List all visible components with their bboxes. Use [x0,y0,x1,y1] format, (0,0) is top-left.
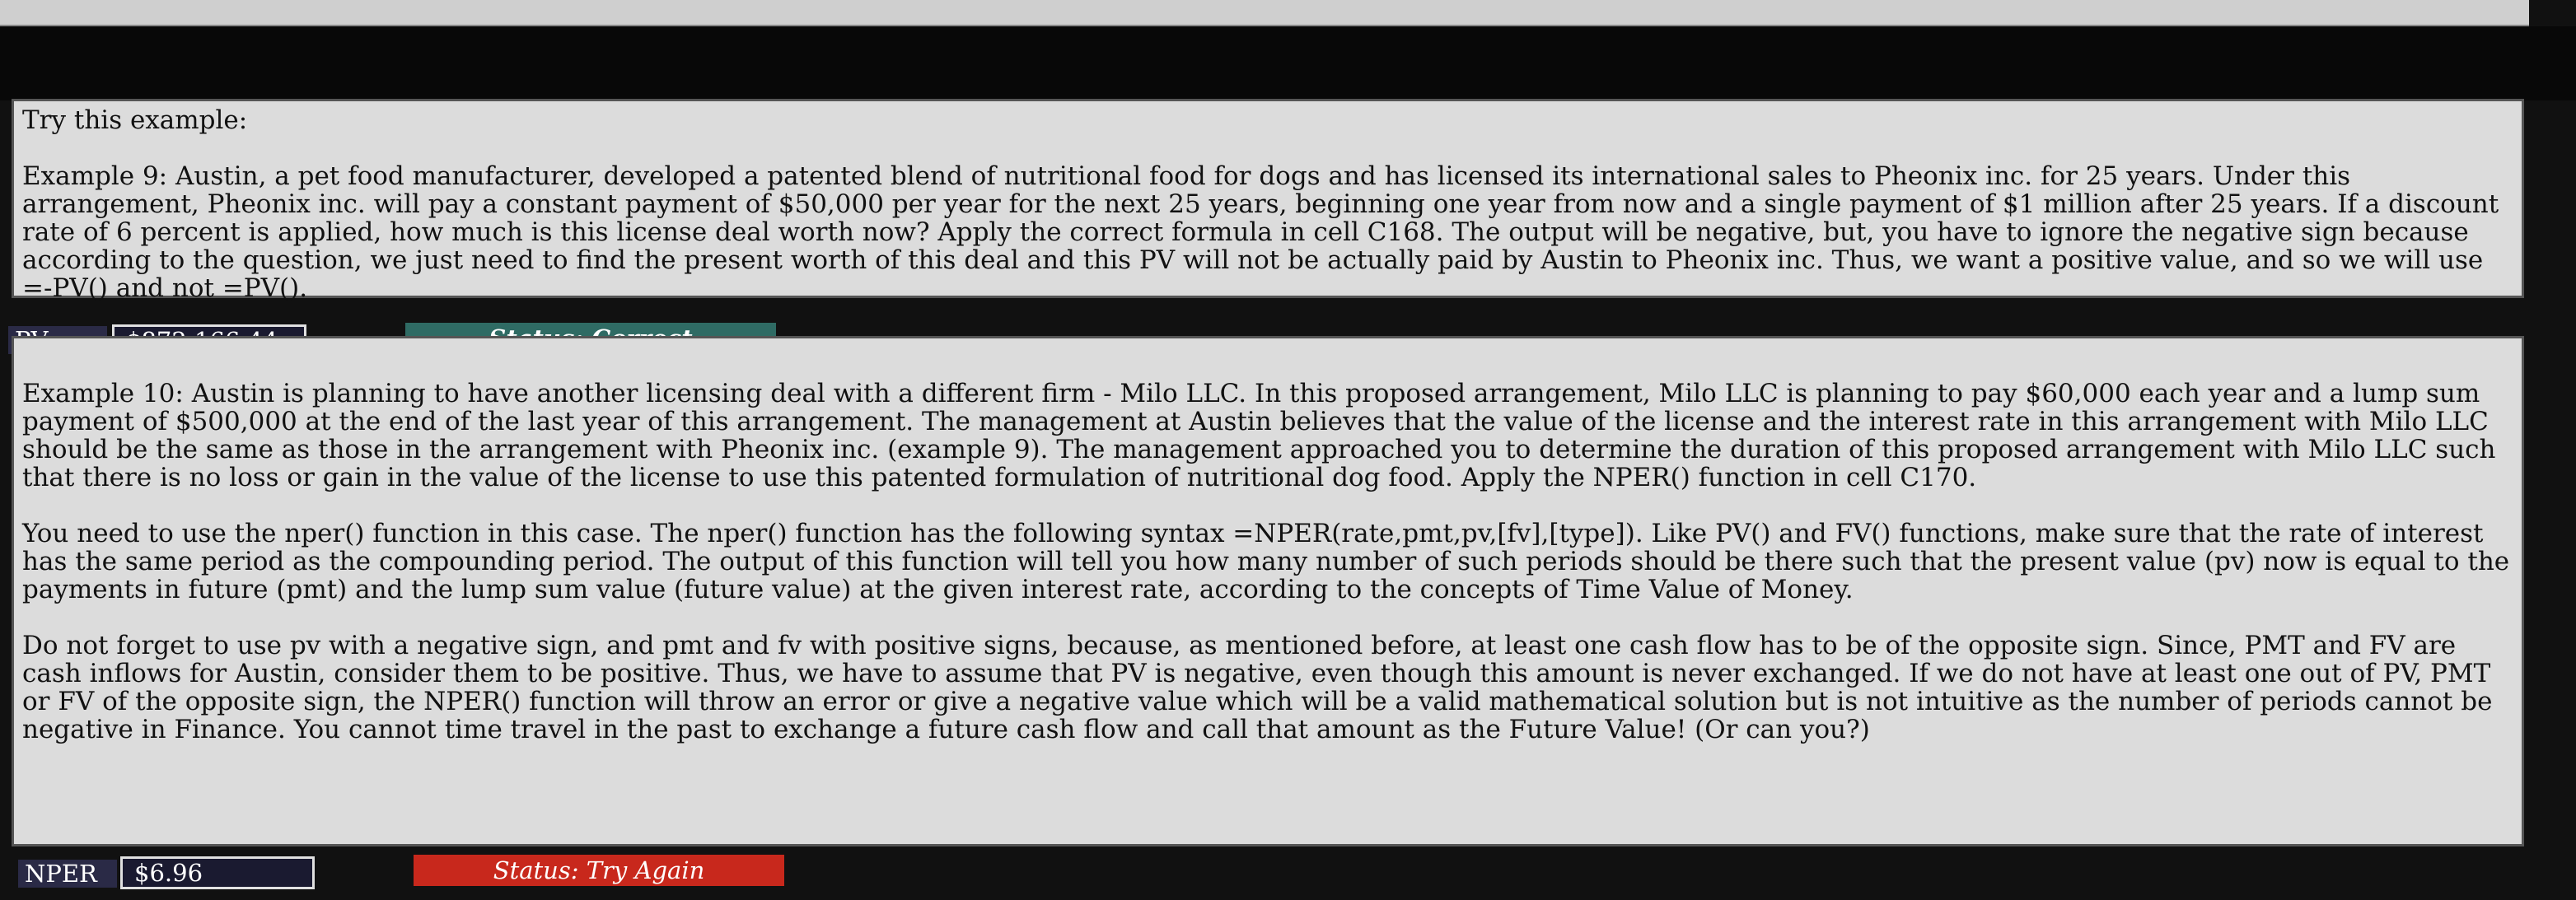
example-10-para-2: You need to use the nper() function in this case. The nper() function has the following syntax =NPER(rate,pmt,pv,[fv],[type]). Like PV() and FV() functions, make sure that the rate of interest has the same period as the compounding period. The output of this function will tell you how many number of such periods should be there such that the present value (pv) now is equal to the payments in future (pmt) and the lump sum value (future value) at the given interest rate, according to the concepts of Time Value of Money. [22,519,2510,604]
nper-value-cell[interactable]: $6.96 [120,856,315,889]
dark-separator [0,26,2576,100]
intro-text: Try this example: [22,105,248,135]
example-10-para-1: Example 10: Austin is planning to have another licensing deal with a different firm - Milo LLC. In this proposed arrangement, Milo LLC is planning to pay $60,000 each year and a lump sum payment of $500,000 at the end of the last year of this arrangement. The management at Austin believes that the value of the license and the interest rate in this arrangement with Milo LLC should be the same as those in the arrangement with Pheonix inc. (example 9). The management approached you to determine the duration of this proposed arrangement with Milo LLC such that there is no loss or gain in the value of the license to use this patented formulation of nutritional dog food. Apply the NPER() function in cell C170. [22,379,2496,492]
nper-label: NPER [18,860,117,888]
example-10-para-3: Do not forget to use pv with a negative sign, and pmt and fv with positive signs, because, as mentioned before, at least one cash flow has to be of the opposite sign. Since, PMT and FV are cash inflows for Austin, consider them to be positive. Thus, we have to assume that PV is negative, even though this amount is never exchanged. If we do not have at least one out of PV, PMT or FV of the opposite sign, the NPER() function will throw an error or give a negative value which will be a valid mathematical solution but is not intuitive as the number of periods cannot be negative in Finance. You cannot time travel in the past to exchange a future cash flow and call that amount as the Future Value! (Or can you?) [22,631,2493,744]
top-cell-strip [0,0,2529,26]
example-9-textbox [12,99,2524,303]
example-9-text: Example 9: Austin, a pet food manufacturer, developed a patented blend of nutritional food for dogs and has licensed its international sales to Pheonix inc. for 25 years. Under this arrangement, Pheonix inc. will pay a constant payment of $50,000 per year for the next 25 years, beginning one year from now and a single payment of $1 million after 25 years. If a discount rate of 6 percent is applied, how much is this license deal worth now? Apply the correct formula in cell C168. The output will be negative, but, you have to ignore the negative sign because according to the question, we just need to find the present worth of this deal and this PV will not be actually paid by Austin to Pheonix inc. Thus, we want a positive value, and so we will use =-PV() and not =PV(). [22,161,2499,303]
nper-status-badge: Status: Try Again [414,855,784,886]
example-10-textbox [12,336,2524,846]
